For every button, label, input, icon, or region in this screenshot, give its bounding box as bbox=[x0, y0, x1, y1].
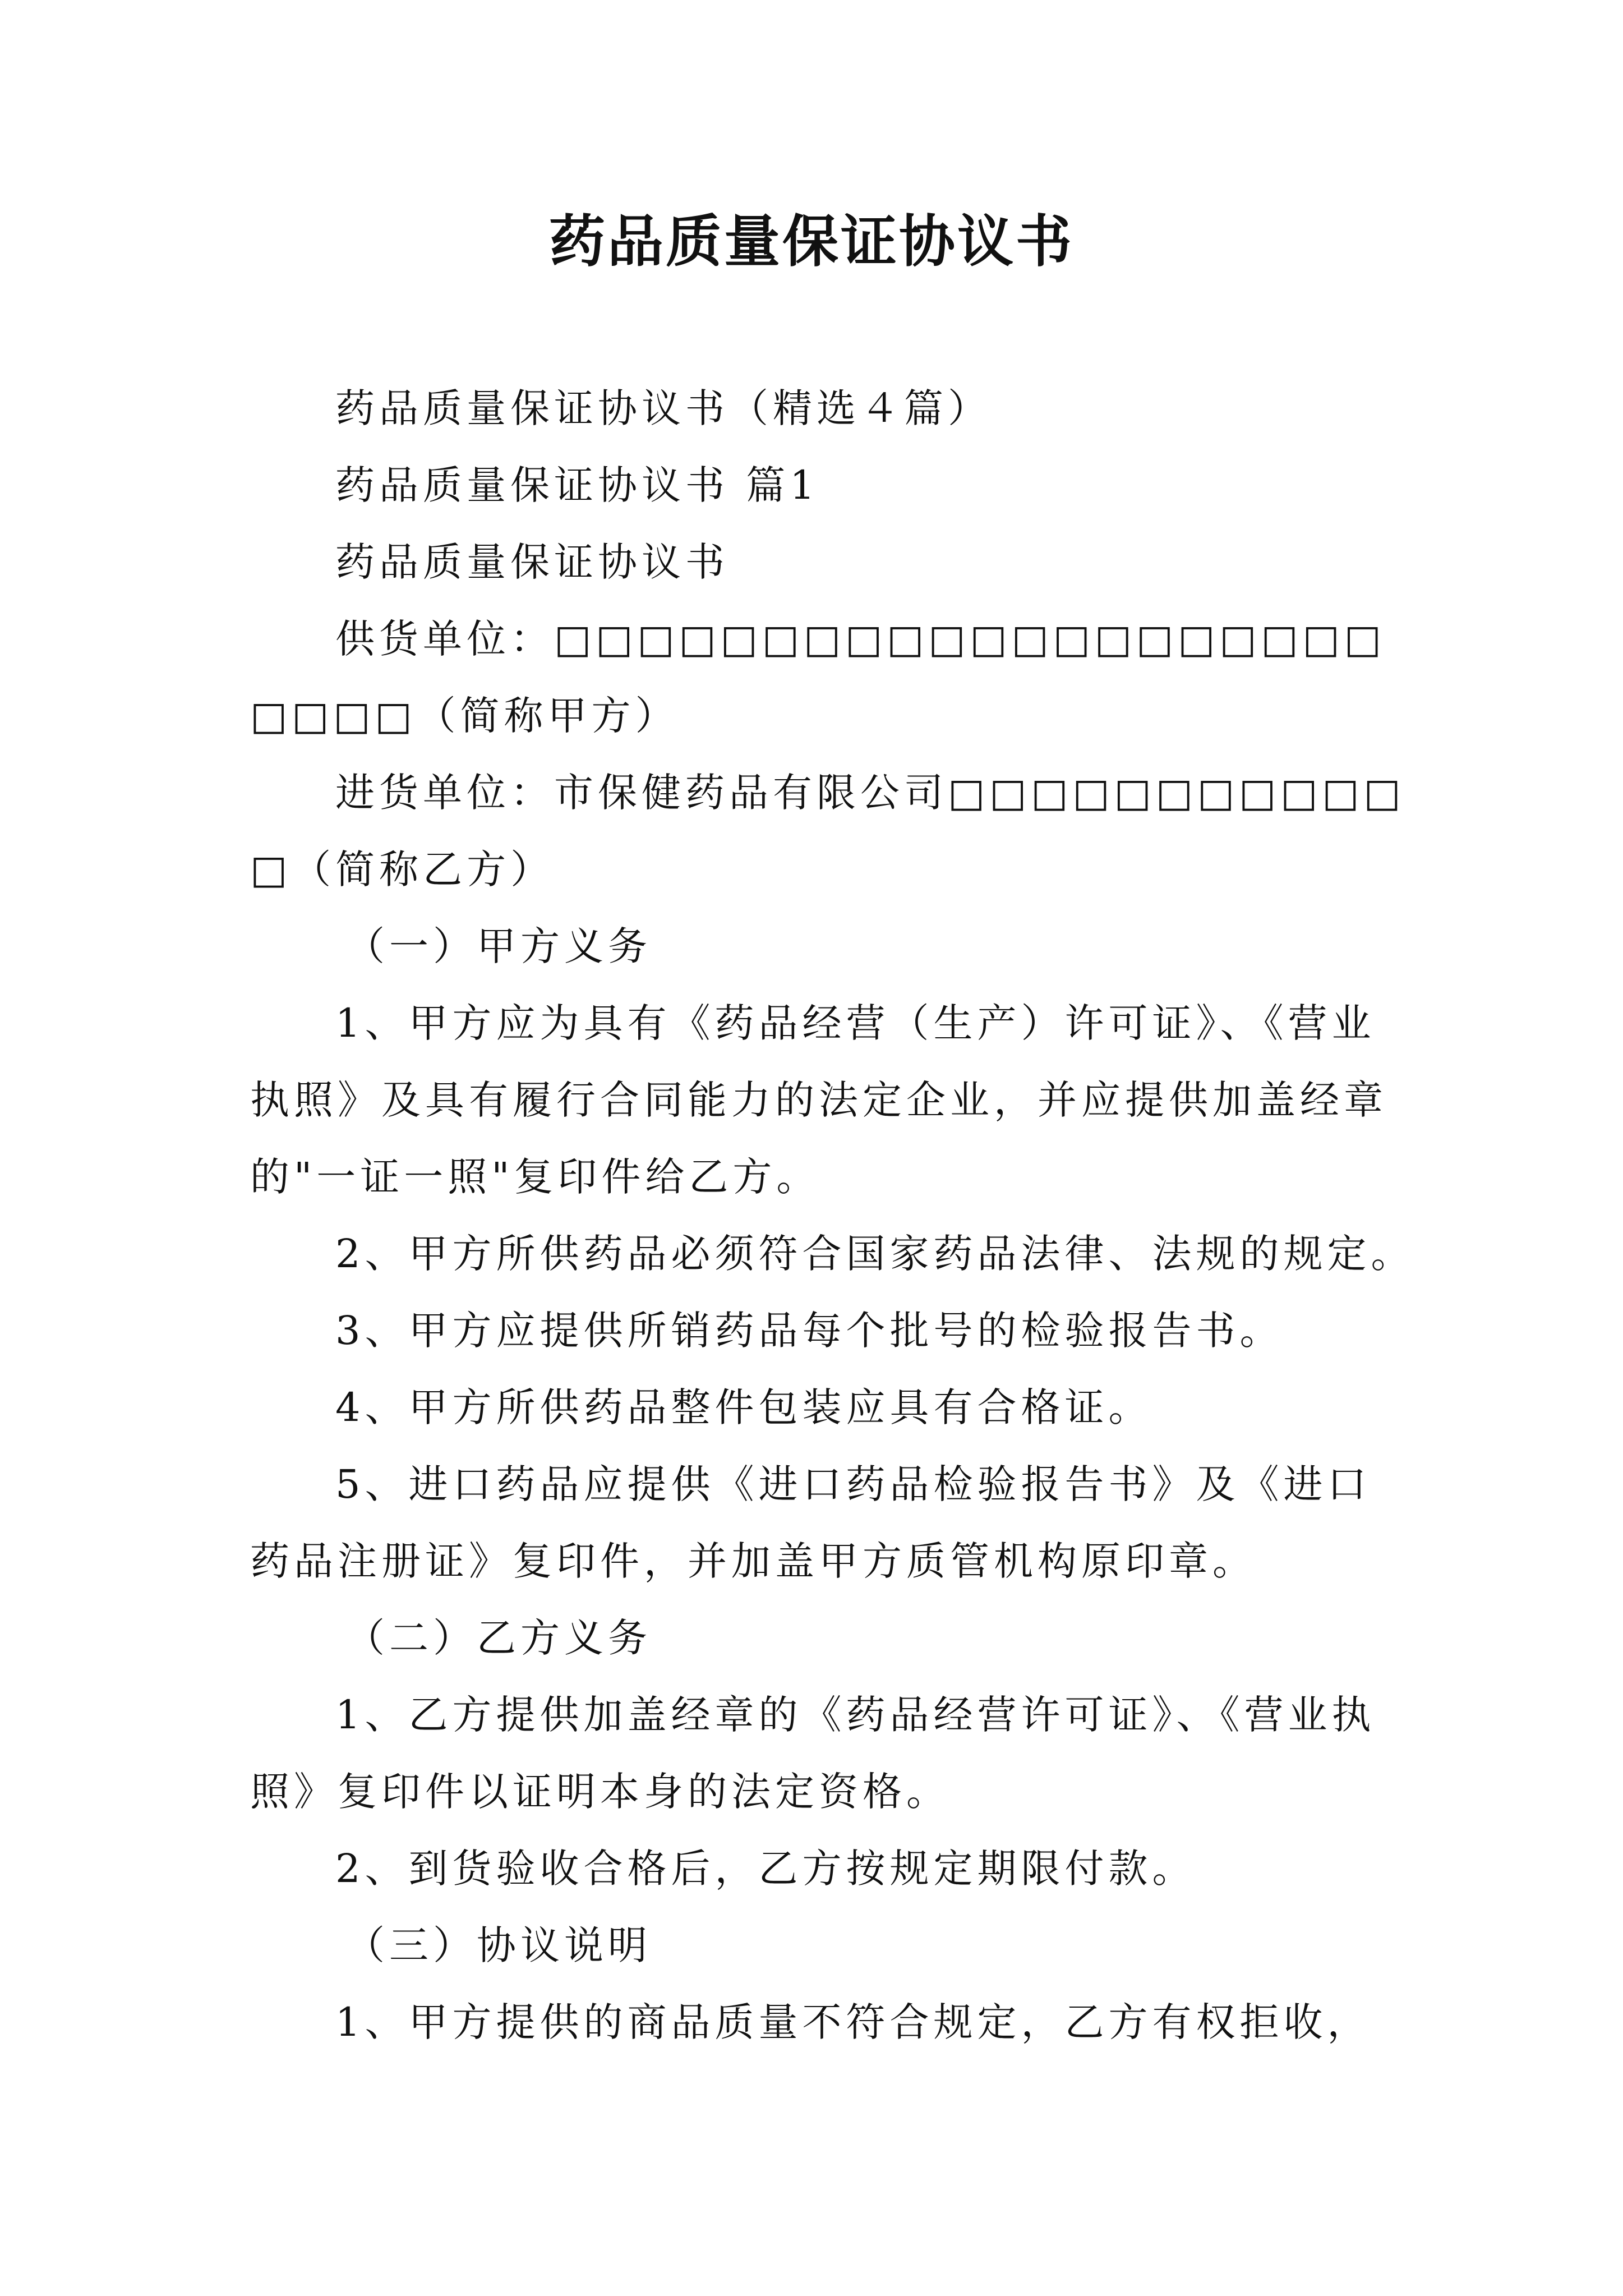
paragraph-line: 供货单位：□□□□□□□□□□□□□□□□□□□□ bbox=[335, 616, 1386, 662]
paragraph-line: 进货单位：市保健药品有限公司□□□□□□□□□□□ bbox=[335, 770, 1405, 816]
paragraph-line: □□□□（简称甲方） bbox=[250, 693, 679, 739]
section-heading: （三）协议说明 bbox=[345, 1922, 652, 1968]
paragraph-line: 3、甲方应提供所销药品每个批号的检验报告书。 bbox=[335, 1308, 1284, 1354]
document-body bbox=[250, 370, 1415, 2061]
paragraph-line: 4、甲方所供药品整件包装应具有合格证。 bbox=[335, 1384, 1152, 1430]
paragraph-line: 2、到货验收合格后，乙方按规定期限付款。 bbox=[335, 1846, 1196, 1892]
paragraph-line: 药品质量保证协议书 篇1 bbox=[335, 462, 819, 508]
section-heading: （二）乙方义务 bbox=[345, 1615, 652, 1661]
paragraph-line: 照》复印件以证明本身的法定资格。 bbox=[250, 1769, 950, 1815]
paragraph-line: 1、乙方提供加盖经章的《药品经营许可证》、《营业执 bbox=[335, 1692, 1376, 1738]
paragraph-line: 药品质量保证协议书 bbox=[335, 539, 729, 585]
paragraph-line: 执照》及具有履行合同能力的法定企业，并应提供加盖经章 bbox=[250, 1077, 1387, 1123]
paragraph-line: 1、甲方提供的商品质量不符合规定，乙方有权拒收， bbox=[335, 1999, 1371, 2045]
paragraph-line: 药品质量保证协议书（精选４篇） bbox=[335, 385, 992, 431]
paragraph-line: 2、甲方所供药品必须符合国家药品法律、法规的规定。 bbox=[335, 1231, 1415, 1277]
paragraph-line: □（简称乙方） bbox=[250, 846, 555, 892]
paragraph-line: 药品注册证》复印件，并加盖甲方质管机构原印章。 bbox=[250, 1538, 1256, 1584]
paragraph-line: 5、进口药品应提供《进口药品检验报告书》及《进口 bbox=[335, 1461, 1371, 1507]
document-title: 药品质量保证协议书 bbox=[549, 208, 1074, 274]
section-heading: （一）甲方义务 bbox=[345, 923, 652, 969]
paragraph-line: 的"一证一照"复印件给乙方。 bbox=[250, 1154, 820, 1200]
paragraph-line: 1、甲方应为具有《药品经营（生产）许可证》、《营业 bbox=[335, 1000, 1376, 1046]
